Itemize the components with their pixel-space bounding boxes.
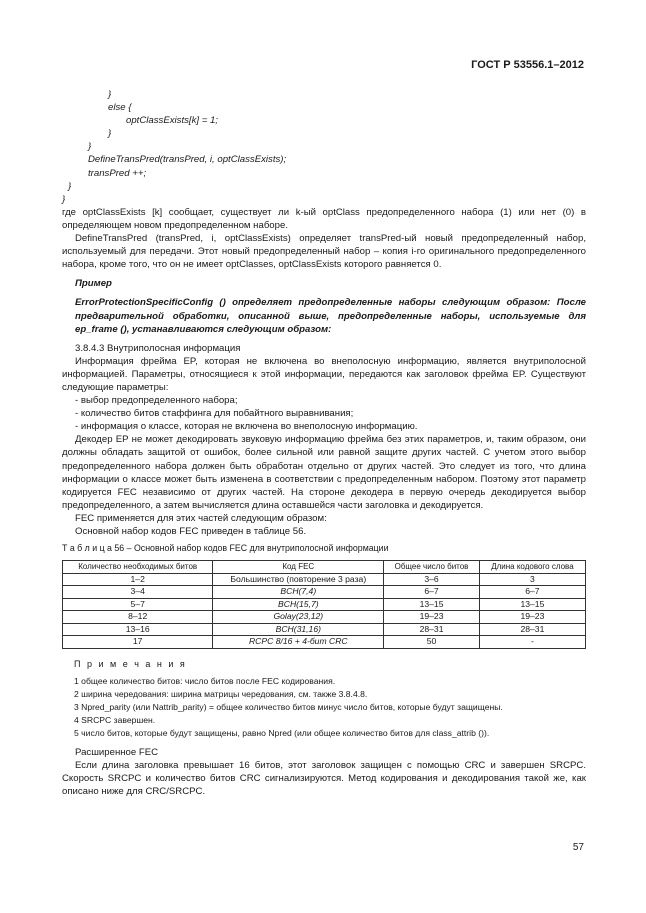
- table-row: [63, 573, 586, 586]
- notes-title: П р и м е ч а н и я: [74, 658, 187, 669]
- paragraph-define-trans-pred: DefineTransPred (transPred, i, optClassExists) определяет transPred-ый новый предопределенный набор, используемый для передачи. Этот новый предопределенный набор – копия i-го оригинального предопределенного набора, кроме того, что он не имеет optClasses, optClassExists которого равняется 0.: [62, 233, 586, 271]
- code-line: }: [108, 128, 112, 140]
- table-header-row: [63, 561, 586, 574]
- code-listing: [62, 88, 586, 206]
- table-cell: 19–23: [384, 611, 480, 624]
- table-cell: 13–15: [384, 598, 480, 611]
- code-line: DefineTransPred(transPred, i, optClassExists);: [88, 154, 287, 166]
- extended-fec-title: Расширенное FEC: [75, 746, 159, 758]
- code-line: }: [62, 193, 66, 205]
- table-cell: 13–15: [479, 598, 585, 611]
- paragraph-opt-class-exists: где optClassExists [k] сообщает, существует ли k-ый optClass предопределенного набора (1) или нет (0) в определяющем новом предопределенном наборе.: [62, 206, 586, 231]
- table-cell: 3: [479, 573, 585, 586]
- table-cell: 50: [384, 636, 480, 649]
- table-cell: 3–6: [384, 573, 480, 586]
- page-body: [62, 88, 586, 798]
- bullet-item: - выбор предопределенного набора;: [75, 395, 238, 407]
- table-cell: 28–31: [479, 623, 585, 636]
- table-cell: 6–7: [384, 586, 480, 599]
- paragraph-extended-fec: Если длина заголовка превышает 16 битов, этот заголовок защищен с помощью CRC и завершен SRCPC. Скорость SRCPC и количество битов CRC сигнализируются. Метод кодирования и декодирования такой же, как описано ниже для CRC/SRCPC.: [62, 759, 586, 798]
- code-line: }: [108, 89, 112, 100]
- page-number: 57: [572, 842, 584, 853]
- example-label: Пример: [75, 278, 112, 290]
- table-cell: RCPC 8/16 + 4-бит CRC: [213, 636, 384, 649]
- table-row: [63, 623, 586, 636]
- note-item: 3 Npred_parity (или Nattrib_parity) = общее количество битов минус число битов, которые будут защищены.: [74, 701, 503, 712]
- table-row: [63, 586, 586, 599]
- table-cell: 3–4: [63, 586, 213, 599]
- table-row: [63, 598, 586, 611]
- table-cell: 17: [63, 636, 213, 649]
- table-cell: 8–12: [63, 611, 213, 624]
- paragraph-inband-info: Информация фрейма EP, которая не включена во внеполосную информацию, является внутриполосной информацией. Параметры, относящиеся к этой информации, передаются как заголовок фрейма EP. Существуют следующие параметры:: [62, 355, 586, 393]
- fec-table: [62, 560, 586, 649]
- bullet-item: - информация о классе, которая не включена во внеполосную информацию.: [75, 421, 418, 433]
- code-line: transPred ++;: [88, 167, 147, 179]
- table-caption: Т а б л и ц а 56 – Основной набор кодов FEC для внутриполосной информации: [62, 543, 389, 554]
- code-line: optClassExists[k] = 1;: [126, 115, 218, 127]
- note-item: 1 общее количество битов: число битов после FEC кодирования.: [74, 675, 336, 686]
- table-cell: BCH(15,7): [213, 598, 384, 611]
- table-cell: -: [479, 636, 585, 649]
- example-text: ErrorProtectionSpecificConfig () определяет предопределенные наборы следующим образом: После предварительной обработки, описанной выше, предопределенные наборы, используемые для ep_frame (), устанавливаются следующим образом:: [75, 297, 586, 335]
- paragraph-decoder: Декодер EP не может декодировать звуковую информацию фрейма без этих параметров, и, таким образом, они должны обладать защитой от ошибок, более сильной или равной защите других частей. С учетом этого выбор предопределенного набора должен быть обработан отдельно от других частей. Это следует из того, что длина информации о классе может быть изменена в соответствии с предопределенным набором. Поэтому этот параметр кодируется FEC независимо от других частей. На стороне декодера в первую очередь декодируется выбор предопределенного, а затем вычисляется длина оставшейся части заголовка и декодируется.: [62, 434, 586, 511]
- table-cell: Большинство (повторение 3 раза): [213, 573, 384, 586]
- table-cell: 5–7: [63, 598, 213, 611]
- note-item: 4 SRCPC завершен.: [74, 714, 156, 725]
- section-title: 3.8.4.3 Внутриполосная информация: [75, 342, 241, 354]
- column-header: Код FEC: [213, 561, 384, 574]
- standard-header: ГОСТ Р 53556.1–2012: [471, 59, 584, 71]
- column-header: Общее число битов: [384, 561, 480, 574]
- table-row: [63, 611, 586, 624]
- column-header: Длина кодового слова: [479, 561, 585, 574]
- paragraph-fec-applied: FEC применяется для этих частей следующим образом:: [75, 512, 327, 524]
- bullet-item: - количество битов стаффинга для побайтного выравнивания;: [75, 408, 354, 420]
- code-line: }: [68, 180, 72, 192]
- column-header: Количество необходимых битов: [63, 561, 213, 574]
- table-cell: BCH(7,4): [213, 586, 384, 599]
- table-cell: 1–2: [63, 573, 213, 586]
- table-cell: BCH(31,16): [213, 623, 384, 636]
- note-item: 2 ширина чередования: ширина матрицы чередования, см. также 3.8.4.8.: [74, 688, 368, 699]
- code-line: else {: [108, 102, 132, 114]
- table-cell: 13–16: [63, 623, 213, 636]
- note-item: 5 число битов, которые будут защищены, равно Npred (или общее количество битов для class_attrib ()).: [74, 727, 490, 738]
- table-row: [63, 636, 586, 649]
- table-cell: 19–23: [479, 611, 585, 624]
- table-cell: Golay(23,12): [213, 611, 384, 624]
- bullet-list: [62, 394, 586, 433]
- paragraph-fec-table-ref: Основной набор кодов FEC приведен в таблице 56.: [75, 526, 307, 537]
- table-cell: 6–7: [479, 586, 585, 599]
- table-cell: 28–31: [384, 623, 480, 636]
- code-line: }: [88, 141, 92, 153]
